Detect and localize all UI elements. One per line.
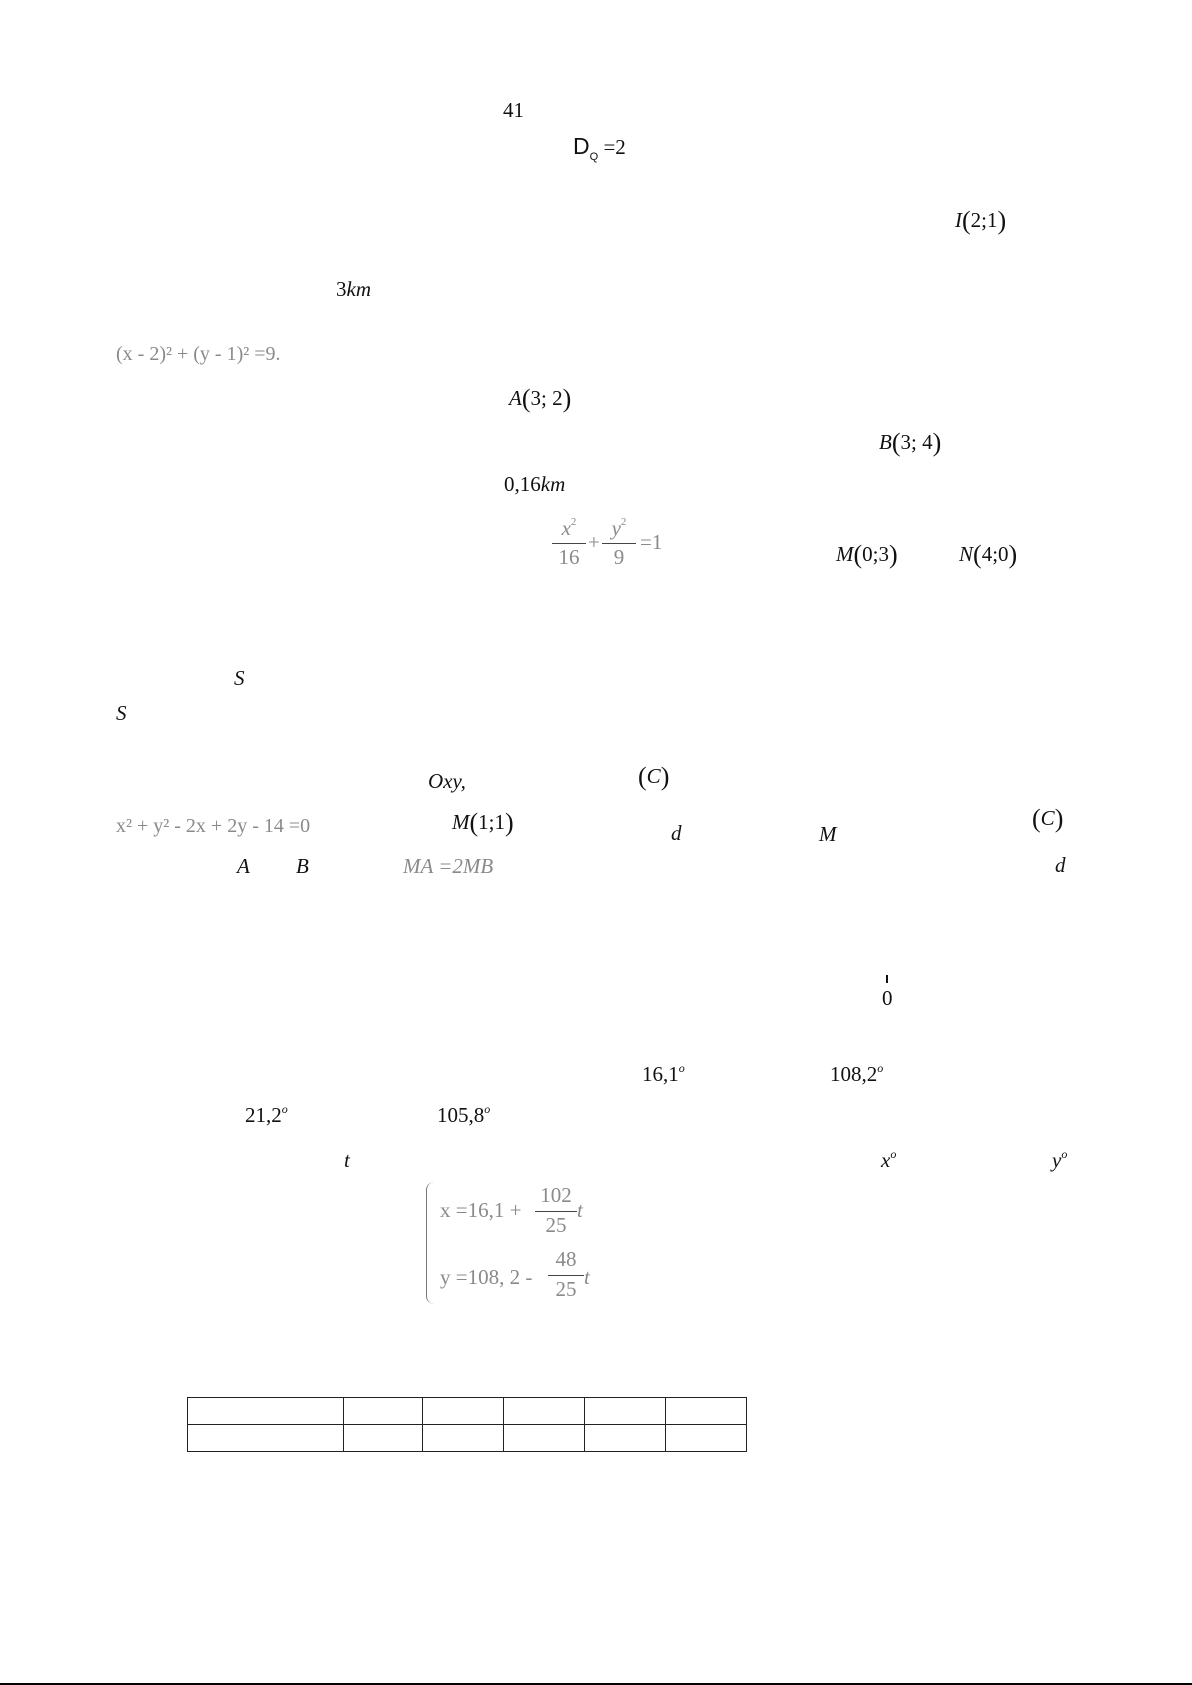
param-x-t: t: [577, 1198, 583, 1222]
paren-close: ): [889, 540, 898, 569]
table-cell: [344, 1398, 423, 1425]
param-x-numerator: 102: [540, 1183, 572, 1207]
table-cell: [423, 1425, 504, 1452]
point-b-coords: 3; 4: [900, 430, 933, 454]
fraction-bar: [535, 1211, 577, 1212]
paren-open: (: [1032, 804, 1041, 833]
coordinate-108-2: [830, 1062, 883, 1085]
distance-016km-unit: km: [540, 472, 566, 496]
symbol-s: S: [234, 666, 245, 690]
symbol-s: S: [116, 701, 127, 725]
degree-mark: o: [890, 1147, 897, 1161]
coordinate-value: 21,2: [245, 1103, 282, 1127]
paren-open: (: [469, 808, 479, 837]
point-m-ellipse: [836, 542, 898, 568]
ellipse-x-denominator: 16: [558, 545, 580, 569]
param-x-lhs: x =16,1 +: [440, 1198, 522, 1222]
fraction-bar: [552, 543, 586, 544]
distance-016km-value: 0,16: [504, 472, 541, 496]
point-i-name: I: [955, 208, 962, 232]
coordinate-value: 108,2: [830, 1062, 878, 1086]
point-b-name: B: [879, 430, 892, 454]
tick-mark: [886, 975, 888, 983]
ellipse-y-fraction: [602, 517, 636, 568]
table-cell: [344, 1425, 423, 1452]
param-y-numerator: 48: [555, 1247, 577, 1271]
data-table: [187, 1397, 747, 1452]
point-m-name: M: [836, 542, 854, 566]
distance-3km-unit: km: [346, 277, 371, 301]
coordinate-value: 105,8: [437, 1103, 485, 1127]
param-y-lhs: y =108, 2 -: [440, 1265, 533, 1289]
paren-close: ): [932, 428, 942, 457]
param-y-denominator: 25: [555, 1277, 577, 1301]
paren-open: (: [891, 428, 901, 457]
point-a-name: A: [509, 386, 522, 410]
fraction-bar: [548, 1275, 584, 1276]
ellipse-rhs: =1: [640, 530, 663, 554]
point-m-coords: 0;3: [862, 542, 890, 566]
circle-c-name: C: [1040, 806, 1055, 830]
table-cell: [504, 1425, 585, 1452]
param-x-fraction: [535, 1185, 577, 1236]
param-y-fraction: [548, 1249, 584, 1300]
y-variable: y: [1052, 1148, 1062, 1172]
circle-c-equation: x² + y² - 2x + 2y - 14 =0: [116, 815, 311, 837]
table-cell: [585, 1398, 666, 1425]
paren-close: ): [505, 808, 514, 837]
circle-c-name: C: [646, 764, 661, 788]
table-cell: [188, 1425, 344, 1452]
point-m: [452, 810, 514, 836]
param-x-denominator: 25: [545, 1213, 567, 1237]
ellipse-x-numerator: $x^2$: [561, 516, 577, 540]
table-cell: [423, 1398, 504, 1425]
parameter-t: t: [344, 1148, 350, 1172]
coordinate-16-1: [642, 1062, 685, 1085]
coordinate-system-oxy: Oxy,: [428, 769, 466, 793]
label-a: A: [237, 854, 250, 878]
circle-c-label: [1032, 806, 1063, 832]
table-cell: [666, 1398, 747, 1425]
point-m-label: M: [819, 822, 837, 846]
point-m-name: M: [452, 810, 470, 834]
paren-open: (: [853, 540, 863, 569]
delta-value: =2: [598, 135, 626, 159]
circle-equation: (x - 2)² + (y - 1)² =9.: [116, 343, 281, 365]
degree-mark: o: [678, 1061, 685, 1075]
paren-open: (: [521, 384, 531, 413]
point-i-coords: 2;1: [970, 208, 998, 232]
page-number: 41: [503, 98, 524, 122]
point-n-name: N: [959, 542, 974, 566]
y-degrees: [1052, 1148, 1067, 1171]
paren-close: ): [660, 762, 670, 791]
table-cell: [585, 1425, 666, 1452]
degree-mark: o: [877, 1061, 884, 1075]
paren-open: (: [638, 762, 647, 791]
point-n-coords: 4;0: [981, 542, 1009, 566]
ellipse-plus: +: [588, 530, 600, 554]
coordinate-21-2: [245, 1103, 288, 1126]
table-cell: [666, 1425, 747, 1452]
label-b: B: [296, 854, 309, 878]
ratio-equation: MA =2MB: [403, 854, 494, 878]
ellipse-y-numerator: $y^2$: [611, 516, 627, 540]
delta-subscript: Q: [589, 151, 599, 163]
paren-open: (: [973, 540, 982, 569]
table-row: [188, 1425, 747, 1452]
circle-c-label: [638, 764, 669, 790]
degree-mark: o: [484, 1102, 491, 1116]
distance-3km: [336, 279, 371, 300]
stray-zero: 0: [882, 986, 893, 1010]
distance-3km-value: 3: [336, 277, 347, 301]
table-row: [188, 1398, 747, 1425]
paren-close: ): [997, 206, 1007, 235]
degree-mark: o: [281, 1102, 288, 1116]
paren-close: ): [562, 384, 572, 413]
fraction-bar: [602, 543, 636, 544]
degree-mark: o: [1061, 1147, 1068, 1161]
table-cell: [188, 1398, 344, 1425]
point-a: [509, 386, 571, 412]
paren-open: (: [962, 206, 971, 235]
point-m-coords: 1;1: [478, 810, 506, 834]
x-variable: x: [881, 1148, 891, 1172]
point-b: [879, 430, 941, 456]
delta-symbol: D: [573, 133, 590, 159]
point-i: [955, 208, 1006, 234]
param-y-t: t: [584, 1265, 590, 1289]
ellipse-y-denominator: 9: [613, 545, 625, 569]
paren-close: ): [1054, 804, 1064, 833]
paren-close: ): [1008, 540, 1018, 569]
ellipse-x-fraction: [552, 517, 586, 568]
system-brace: [426, 1182, 435, 1304]
table-cell: [504, 1398, 585, 1425]
line-d: d: [1055, 853, 1066, 877]
x-degrees: [881, 1148, 896, 1171]
point-n: [959, 542, 1017, 568]
coordinate-105-8: [437, 1103, 490, 1126]
point-a-coords: 3; 2: [530, 386, 563, 410]
delta-expression: [573, 135, 626, 163]
line-d: d: [671, 821, 682, 845]
distance-016km: [504, 474, 565, 495]
coordinate-value: 16,1: [642, 1062, 679, 1086]
